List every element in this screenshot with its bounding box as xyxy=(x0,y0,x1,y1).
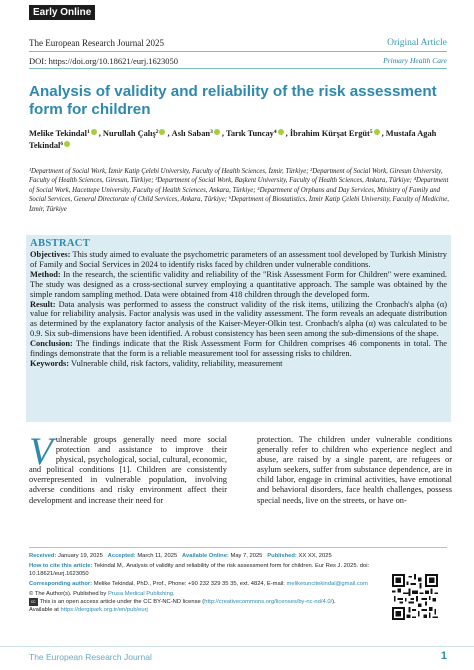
license-link[interactable]: http://creativecommons.org/licenses/by-nc-nd/4.0/ xyxy=(204,599,333,606)
doi-link[interactable]: DOI: https://doi.org/10.18621/eurj.1623050 xyxy=(29,56,179,66)
abstract-result: Result: Data analysis was performed to assess the construct validity of the risk items, utilizing the Cronbach's alpha (α) value for reliability analysis. Factor analysis was used in the validity assessment. The form reveals an adequate distribution as determined by the explanatory factor analysis of the Kaiser-Meyer-Olkin test. Cronbach's alpha (α) was calculated to be 0.9. Six sub-dimensions have been identified. A robust consistency has been seen among the sub-dimensions of the shape. xyxy=(30,299,447,339)
page-number: 1 xyxy=(440,650,447,662)
orcid-icon[interactable] xyxy=(214,129,220,135)
page-footer-rule xyxy=(0,646,474,647)
page-footer-journal: The European Research Journal xyxy=(29,652,152,662)
abstract-keywords: Keywords: Vulnerable child, risk factors, validity, reliability, measurement xyxy=(30,358,283,368)
email-link[interactable]: meliketuncitekindal@gmail.com xyxy=(286,580,368,587)
journal-name: The European Research Journal 2025 xyxy=(29,38,164,48)
abstract-objectives: Objectives: This study aimed to evaluate the psychometric parameters of an assessment tool developed by Turkish Ministry of Family and Social Services in 2024 to identify risks faced by children under vulnerable conditions. xyxy=(30,250,447,269)
author[interactable]: İbrahim Kürşat Ergüt$^5$ , xyxy=(289,129,386,138)
affiliations: ¹Department of Social Work, İzmir Katip Çelebi University, Faculty of Health Sciences, İzmir, Türkiye; ²Department of Social Work, Giresun University, Faculty of Health Sciences, Giresun, Türkiye; ³Department of Social Work, Başkent University, Faculty of Health Sciences, Ankara, Türkiye; ⁴Department of Social Work, Hacettepe University, Faculty of Health Sciences, Ankara, Türkiye; ⁵Department of Orphans and Day Services, Ministry of Family and Social Services, General Directorate of Child Services, Ankara, Türkiye; ⁶Department of Biostatistics, İzmir Katip Çelebi University, Faculty of Medicine, İzmir, Türkiye xyxy=(29,168,449,213)
dates-row: Received: January 19, 2025 Accepted: March 11, 2025 Available Online: May 7, 2025 Published: XX XX, 2025 xyxy=(29,553,332,559)
orcid-icon[interactable] xyxy=(374,129,380,135)
author-name: Nurullah Çalış xyxy=(102,129,156,138)
cc-license-icon: cc xyxy=(31,599,36,605)
header-rule xyxy=(29,51,447,52)
article-title: Analysis of validity and reliability of the risk assessment form for children xyxy=(29,83,437,118)
orcid-icon[interactable] xyxy=(278,129,284,135)
author-name: İbrahim Kürşat Ergüt xyxy=(289,129,370,138)
author-name: Melike Tekindal xyxy=(29,129,87,138)
cite-row: How to cite this article: Tekindal M,. Analysis of validity and reliability of the risk assessment form for children. Eur Res J. 2025. doi: 10.18621/eurj.1623050 xyxy=(29,563,370,577)
author[interactable]: Tarık Tuncay$^4$ , xyxy=(226,129,290,138)
author[interactable]: Aslı Saban$^3$ , xyxy=(171,129,226,138)
corresponding-row: Corresponding author: Melike Tekindal, PhD., Prof., Phone: +90 232 329 35 35, ext. 4824, E-mail: meliketuncitekindal@gmail.com xyxy=(29,580,368,587)
orcid-icon[interactable] xyxy=(91,129,97,135)
author-list xyxy=(29,127,449,151)
doi-rule xyxy=(29,68,447,69)
body-column-left xyxy=(29,430,227,506)
author[interactable]: Nurullah Çalış$^2$ , xyxy=(102,129,172,138)
category-label: Primary Health Care xyxy=(383,56,447,65)
body-text-left: ulnerable groups generally need more social protection and assistance to improve their physical, psychological, social, cultural, economic, and political conditions [1]. Children are consistently overrepresented in vulnerable population, involving adverse conditions and risky environment affect their development and increase their need for xyxy=(29,435,227,505)
abstract-heading: ABSTRACT xyxy=(30,238,91,249)
body-column-right: protection. The children under vulnerable conditions generally refer to children who experience neglect and abuse, are raised by a single parent, are refugees or asylum seekers, suffer from substance dependence, are in child labor, engage in criminal activities, have emotional and behavioral disorders, face health challenges, possess special needs, live on the streets, or have on- xyxy=(257,435,452,505)
abstract-box xyxy=(26,235,451,422)
article-type: Original Article xyxy=(387,38,447,48)
author-name: Tarık Tuncay xyxy=(226,129,274,138)
abstract-conclusion: Conclusion: The findings indicate that the Risk Assessment Form for Children comprises 46 components in total. The findings demonstrate that the form is a reliable measurement tool for assessing risks to children. xyxy=(30,339,447,359)
author[interactable]: Mustafa Agah Tekindal$^6$ xyxy=(29,129,437,150)
license-block: © The Author(s). Published by Prusa Medical Publishing. cc This is an open access article under the CC BY-NC-ND license (http://creativecommons.org/licenses/by-nc-nd/4.0/). Available at https://dergipark.org.tr/en/pub/eurj xyxy=(29,590,336,614)
publisher-link[interactable]: Prusa Medical Publishing. xyxy=(107,590,175,597)
orcid-icon[interactable] xyxy=(64,141,70,147)
drop-cap: V xyxy=(29,430,53,473)
author-name: Mustafa Agah Tekindal xyxy=(29,129,437,150)
footer-rule xyxy=(29,547,447,548)
orcid-icon[interactable] xyxy=(159,129,165,135)
article-footer xyxy=(29,553,389,615)
early-online-badge: Early Online xyxy=(29,5,95,20)
author-name: Aslı Saban xyxy=(171,129,211,138)
qr-code-icon[interactable] xyxy=(392,574,438,620)
journal-url-link[interactable]: https://dergipark.org.tr/en/pub/eurj xyxy=(60,607,148,614)
abstract-method: Method: In the research, the scientific validity and reliability of the "Risk Assessment Form for Children" were examined. The study was designed as a cross-sectional survey employing a quantitative approach. The sample was obtained by the simple random sampling method. Data were obtained from 418 children through the developed form. xyxy=(30,269,447,299)
author[interactable]: Melike Tekindal$^1$ , xyxy=(29,129,103,138)
